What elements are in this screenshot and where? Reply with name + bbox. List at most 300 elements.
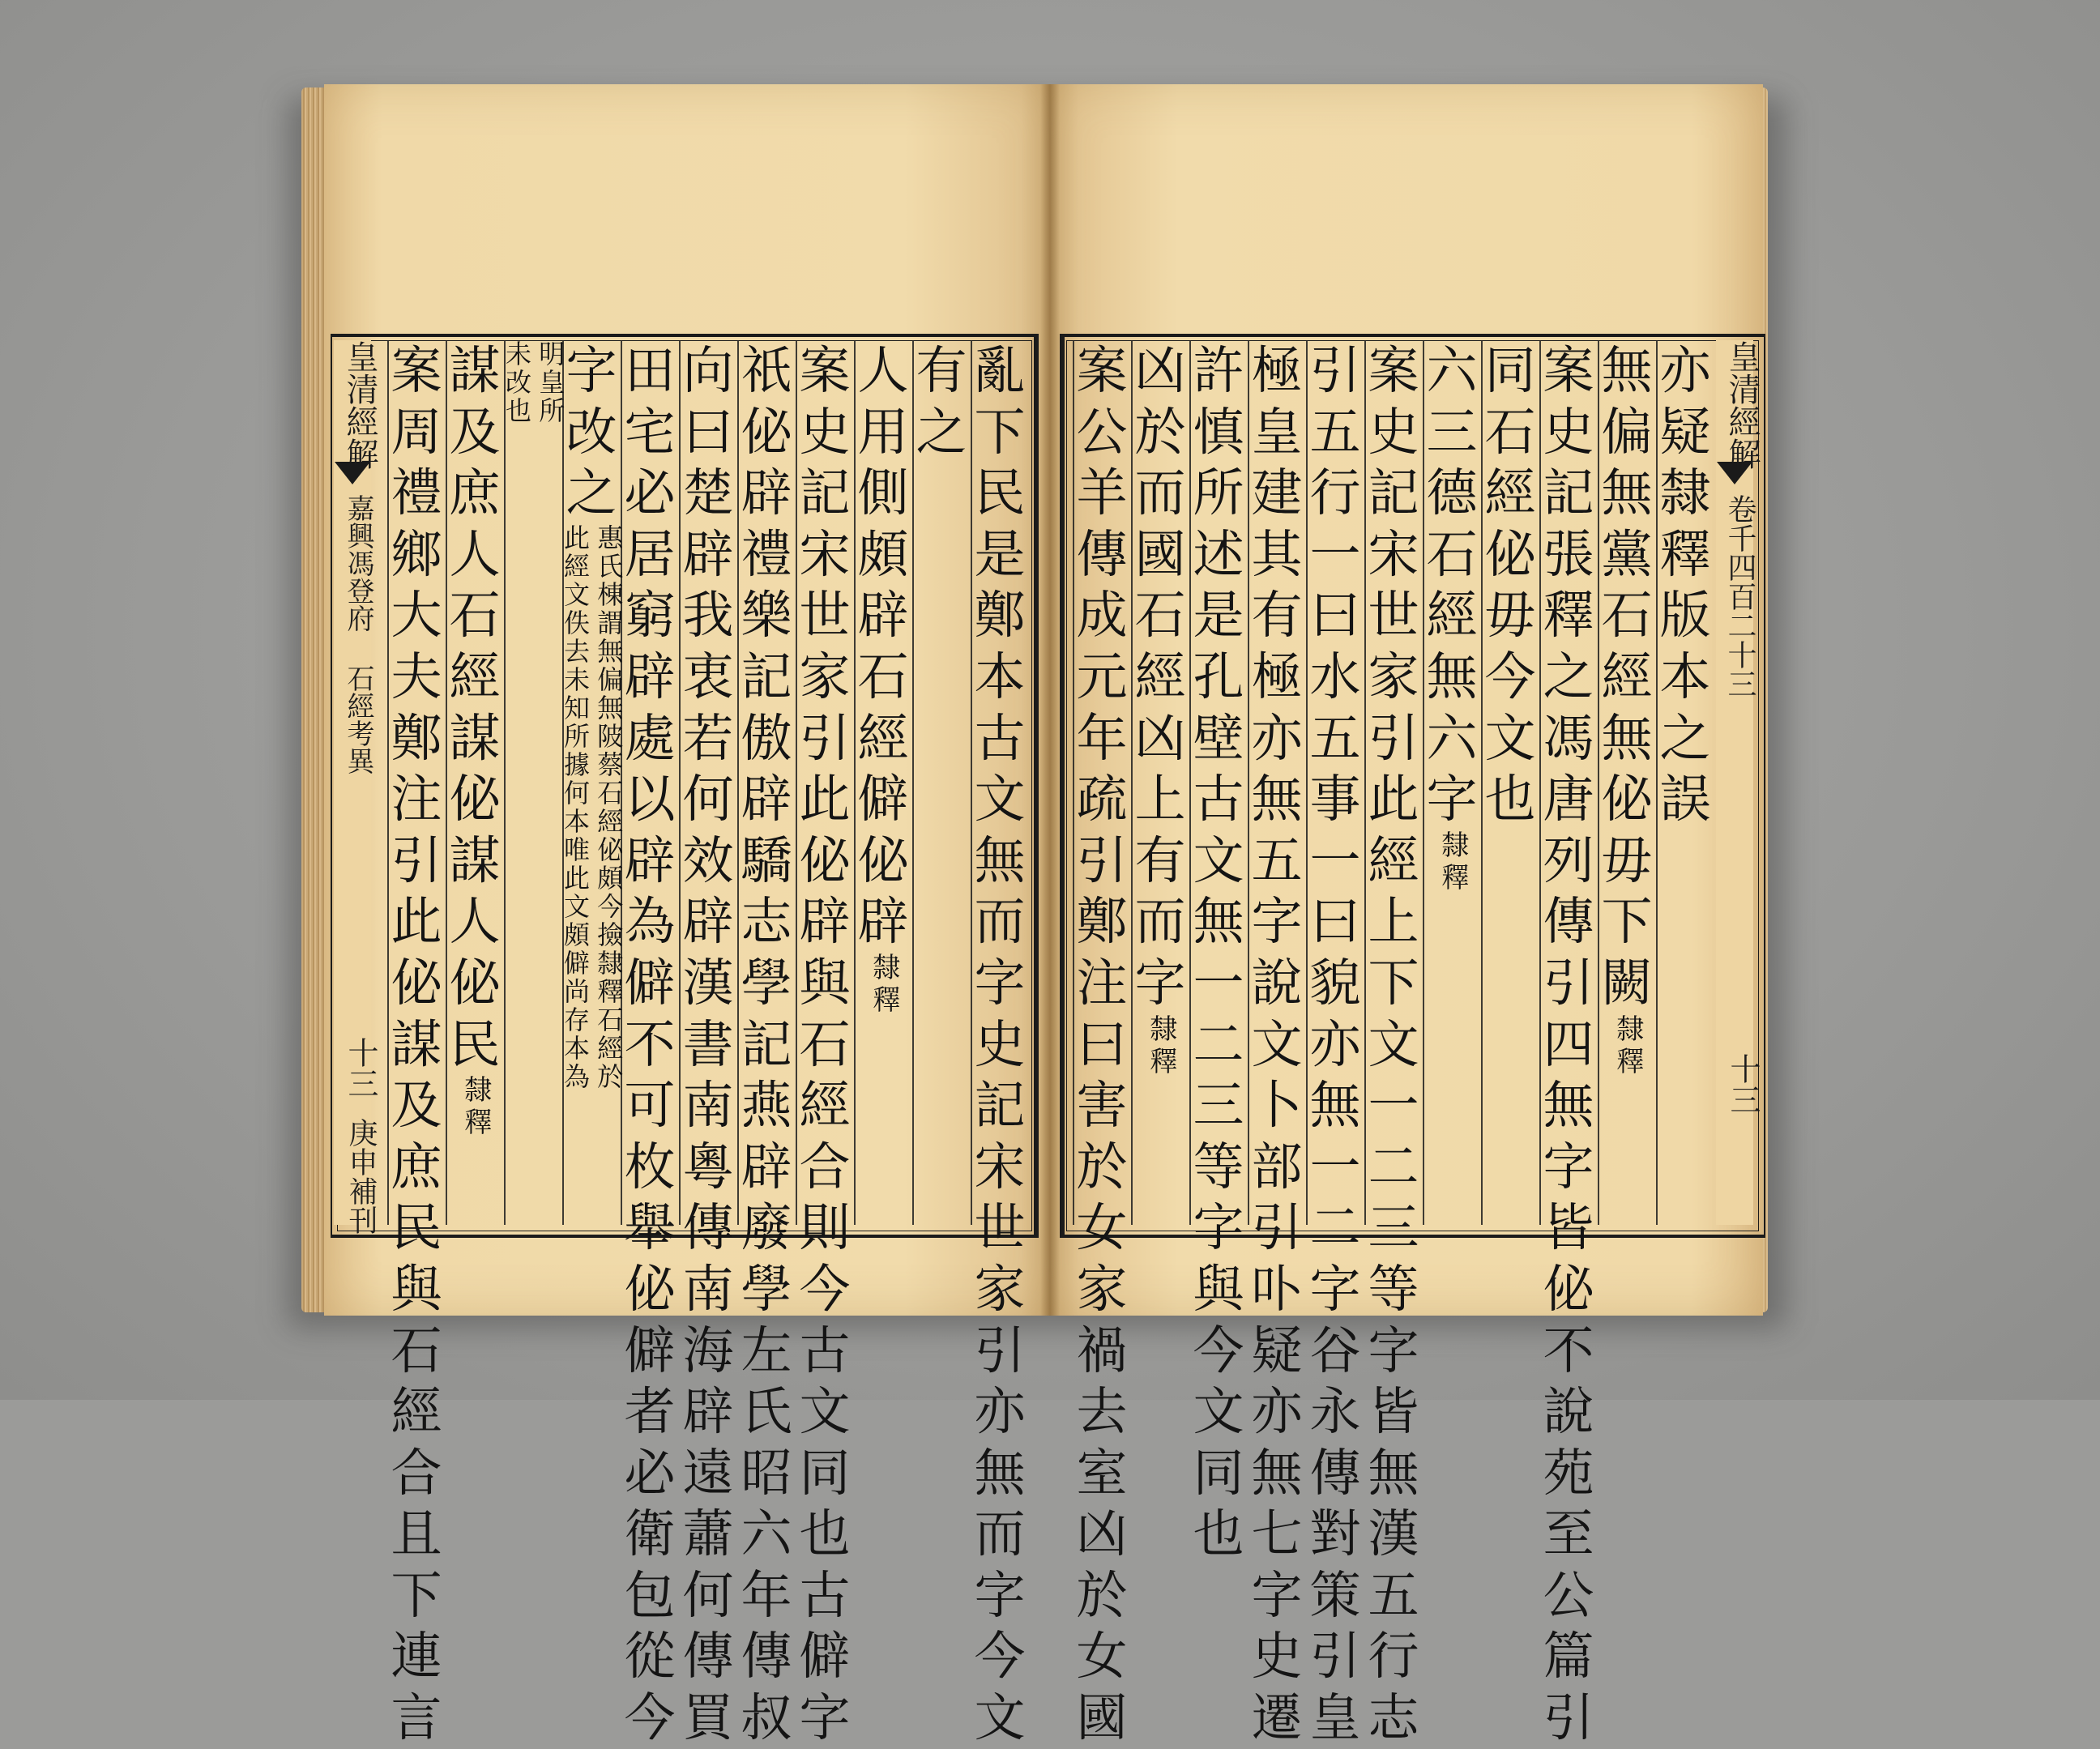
glyph: 及 [449, 402, 501, 462]
glyph: 今 [624, 1688, 676, 1748]
glyph: 之 [1543, 646, 1594, 706]
glyph: 一 [1368, 1076, 1419, 1136]
left-banxin [334, 340, 378, 1225]
glyph: 枚 [624, 1137, 676, 1197]
glyph: 引 [1543, 953, 1594, 1013]
glyph: 無 [1543, 1076, 1594, 1136]
glyph: 說 [1251, 953, 1303, 1013]
glyph: 效 [682, 830, 734, 890]
glyph: 害 [1076, 1076, 1128, 1136]
glyph: 上 [1134, 770, 1186, 830]
text-column [1541, 340, 1596, 1748]
glyph: 六 [1426, 341, 1478, 400]
glyph: 四 [1543, 1014, 1594, 1074]
text-column [1483, 340, 1538, 1225]
glyph: 行 [1368, 1627, 1419, 1687]
glyph: 一 [1309, 524, 1361, 584]
glyph: 謀 [449, 830, 501, 890]
glyph: 黨 [1601, 524, 1653, 584]
glyph: 案 [799, 341, 851, 400]
glyph: 同 [1484, 341, 1536, 400]
glyph: 左 [741, 1320, 792, 1380]
glyph: 則 [799, 1198, 851, 1258]
glyph: 人 [449, 892, 501, 952]
glyph: 其 [1251, 524, 1303, 584]
glyph: 僻 [624, 953, 676, 1013]
glyph: 辟 [857, 892, 909, 952]
glyph: 辟 [682, 892, 734, 952]
glyph: 是 [1193, 586, 1244, 646]
glyph: 佖 [449, 953, 501, 1013]
glyph: 字 [974, 1565, 1026, 1625]
glyph: 一 [1309, 1137, 1361, 1197]
glyph: 隸 [1659, 463, 1711, 523]
text-column [389, 340, 444, 1748]
glyph: 辟 [741, 1137, 792, 1197]
glyph: 建 [1251, 463, 1303, 523]
glyph: 與 [391, 1259, 442, 1319]
glyph: 下 [1368, 953, 1419, 1013]
glyph: 行 [1309, 463, 1361, 523]
glyph: 凶 [1076, 1504, 1128, 1564]
glyph: 之 [1659, 708, 1711, 768]
glyph: 僻 [799, 1627, 851, 1687]
glyph: 佖 [1484, 524, 1536, 584]
glyph: 傳 [741, 1627, 792, 1687]
glyph: 史 [799, 402, 851, 462]
glyph: 鄉 [391, 524, 442, 584]
book-gutter [1040, 84, 1060, 1316]
glyph: 辟 [682, 1382, 734, 1442]
glyph: 女 [1076, 1627, 1128, 1687]
glyph: 元 [1076, 646, 1128, 706]
glyph: 此 [799, 770, 851, 830]
glyph: 引 [1368, 708, 1419, 768]
glyph: 石 [391, 1320, 442, 1380]
glyph: 海 [682, 1320, 734, 1380]
glyph: 可 [624, 1076, 676, 1136]
glyph: 不 [1543, 1320, 1594, 1380]
banxin-folio: 十三 [343, 1037, 378, 1098]
glyph: 三 [1426, 402, 1478, 462]
text-column [1249, 340, 1304, 1748]
glyph: 記 [1368, 463, 1419, 523]
glyph: 無 [1601, 463, 1653, 523]
glyph: 篇 [1543, 1627, 1594, 1687]
glyph: 記 [799, 463, 851, 523]
double-line-note-line: 惠氏棟謂無偏無陂蔡石經佖頗今撿隸釋石經於 [593, 523, 625, 1091]
glyph: 處 [624, 708, 676, 768]
glyph: 宋 [1368, 524, 1419, 584]
glyph: 而 [1134, 892, 1186, 952]
glyph: 言 [391, 1688, 442, 1748]
glyph: 文 [1193, 830, 1244, 890]
banxin-folio-right: 十三 [1725, 1053, 1761, 1115]
glyph: 六 [741, 1504, 792, 1564]
glyph: 皇 [1251, 402, 1303, 462]
text-column [914, 340, 969, 1225]
glyph: 三 [1193, 1076, 1244, 1136]
glyph: 者 [624, 1382, 676, 1442]
glyph: 極 [1251, 341, 1303, 400]
glyph: 張 [1543, 524, 1594, 584]
glyph: 傳 [1309, 1443, 1361, 1503]
glyph: 部 [1251, 1137, 1303, 1197]
glyph: 佖 [799, 830, 851, 890]
glyph: 文 [1368, 1014, 1419, 1074]
double-line-note [502, 340, 564, 425]
glyph: 有 [1251, 586, 1303, 646]
glyph: 謀 [449, 708, 501, 768]
glyph: 民 [391, 1198, 442, 1258]
annotation-note: 隸釋 [1144, 1013, 1177, 1079]
text-column [622, 340, 677, 1748]
glyph: 家 [974, 1259, 1026, 1319]
glyph: 引 [1251, 1198, 1303, 1258]
glyph: 而 [974, 892, 1026, 952]
glyph: 凶 [1134, 341, 1186, 400]
glyph: 下 [974, 402, 1026, 462]
glyph: 包 [624, 1565, 676, 1625]
glyph: 傳 [1076, 524, 1128, 584]
glyph: 記 [741, 1014, 792, 1074]
glyph: 世 [799, 586, 851, 646]
glyph: 無 [1601, 708, 1653, 768]
glyph: 無 [1309, 1076, 1361, 1136]
glyph: 禮 [741, 524, 792, 584]
glyph: 氏 [741, 1382, 792, 1442]
glyph: 版 [1659, 586, 1711, 646]
glyph: 字 [1309, 1259, 1361, 1319]
text-column [447, 340, 502, 1225]
glyph: 引 [799, 708, 851, 768]
glyph: 史 [974, 1014, 1026, 1074]
glyph: 字 [1426, 770, 1478, 830]
double-line-note-line: 此經文佚去未知所據何本唯此文頗僻尚存本為 [560, 523, 591, 1091]
glyph: 禮 [391, 463, 442, 523]
glyph: 二 [1309, 1198, 1361, 1258]
glyph: 經 [1601, 646, 1653, 706]
glyph: 無 [1368, 1443, 1419, 1503]
glyph: 燕 [741, 1076, 792, 1136]
glyph: 室 [1076, 1443, 1128, 1503]
glyph: 皇 [1309, 1688, 1361, 1748]
glyph: 羊 [1076, 463, 1128, 523]
glyph: 曰 [682, 402, 734, 462]
glyph: 釋 [1659, 524, 1711, 584]
text-column [1191, 340, 1246, 1564]
glyph: 無 [1193, 892, 1244, 952]
glyph: 南 [682, 1259, 734, 1319]
glyph: 皆 [1368, 1382, 1419, 1442]
glyph: 佖 [624, 1259, 676, 1319]
glyph: 樂 [741, 586, 792, 646]
glyph: 七 [1251, 1504, 1303, 1564]
glyph: 亦 [1251, 1382, 1303, 1442]
text-column [1308, 340, 1363, 1748]
glyph: 古 [799, 1565, 851, 1625]
glyph: 辟 [799, 892, 851, 952]
glyph: 向 [682, 341, 734, 400]
glyph: 經 [1368, 830, 1419, 890]
glyph: 德 [1426, 463, 1478, 523]
glyph: 闕 [1601, 953, 1653, 1013]
glyph: 於 [1076, 1565, 1128, 1625]
glyph: 謀 [449, 341, 501, 400]
glyph: 謀 [391, 1014, 442, 1074]
glyph: 字 [1134, 953, 1186, 1013]
glyph: 案 [1543, 341, 1594, 400]
glyph: 石 [1484, 402, 1536, 462]
glyph: 馮 [1543, 708, 1594, 768]
glyph: 有 [916, 341, 967, 400]
glyph: 漢 [682, 953, 734, 1013]
glyph: 從 [624, 1627, 676, 1687]
glyph: 極 [1251, 646, 1303, 706]
glyph: 同 [799, 1443, 851, 1503]
double-line-note [560, 523, 625, 1091]
glyph: 石 [857, 646, 909, 706]
glyph: 也 [1484, 770, 1536, 830]
glyph: 鄭 [391, 708, 442, 768]
double-line-note-line: 明皇所 [535, 340, 566, 425]
glyph: 為 [624, 892, 676, 952]
glyph: 疑 [1659, 402, 1711, 462]
glyph: 上 [1368, 892, 1419, 952]
glyph: 無 [1251, 1443, 1303, 1503]
glyph: 舉 [624, 1198, 676, 1258]
glyph: 驕 [741, 830, 792, 890]
glyph: 女 [1076, 1198, 1128, 1258]
glyph: 皆 [1543, 1198, 1594, 1258]
glyph: 我 [682, 586, 734, 646]
glyph: 僻 [857, 770, 909, 830]
glyph: 貌 [1309, 953, 1361, 1013]
glyph: 文 [974, 1688, 1026, 1748]
glyph: 唐 [1543, 770, 1594, 830]
glyph: 及 [391, 1076, 442, 1136]
text-column [972, 340, 1027, 1748]
glyph: 漢 [1368, 1504, 1419, 1564]
glyph: 也 [1193, 1504, 1244, 1564]
glyph: 無 [974, 830, 1026, 890]
glyph: 於 [1134, 402, 1186, 462]
banxin-volume-right: 卷千四百二十三 [1723, 494, 1756, 698]
glyph: 書 [682, 1014, 734, 1074]
glyph: 文 [1193, 1382, 1244, 1442]
glyph: 記 [1543, 463, 1594, 523]
glyph: 遠 [682, 1443, 734, 1503]
glyph: 今 [1193, 1320, 1244, 1380]
banxin-book: 石經考異 [342, 664, 374, 774]
glyph: 經 [391, 1382, 442, 1442]
glyph: 遷 [1251, 1688, 1303, 1748]
glyph: 引 [974, 1320, 1026, 1380]
glyph: 之 [566, 463, 617, 523]
glyph: 疑 [1251, 1320, 1303, 1380]
glyph: 引 [1309, 341, 1361, 400]
glyph: 石 [799, 1014, 851, 1074]
glyph: 世 [974, 1198, 1026, 1258]
text-column [797, 340, 852, 1748]
text-column [560, 340, 625, 1225]
glyph: 必 [624, 1443, 676, 1503]
banxin-title-right: 皇清經解 [1723, 340, 1761, 470]
glyph: 毋 [1601, 830, 1653, 890]
glyph: 案 [1076, 341, 1128, 400]
glyph: 鄭 [974, 586, 1026, 646]
glyph: 對 [1309, 1504, 1361, 1564]
glyph: 二 [1193, 1014, 1244, 1074]
glyph: 誤 [1659, 770, 1711, 830]
glyph: 無 [974, 1443, 1026, 1503]
glyph: 何 [682, 1565, 734, 1625]
glyph: 史 [1368, 402, 1419, 462]
text-column [1599, 340, 1654, 1225]
glyph: 買 [682, 1688, 734, 1748]
glyph: 卟 [1251, 1259, 1303, 1319]
glyph: 志 [1368, 1688, 1419, 1748]
glyph: 字 [1251, 892, 1303, 952]
glyph: 世 [1368, 586, 1419, 646]
glyph: 曰 [1309, 586, 1361, 646]
glyph: 辟 [624, 646, 676, 706]
glyph: 而 [1134, 463, 1186, 523]
glyph: 辟 [741, 770, 792, 830]
glyph: 三 [1368, 1198, 1419, 1258]
glyph: 與 [799, 953, 851, 1013]
glyph: 而 [974, 1504, 1026, 1564]
glyph: 學 [741, 1259, 792, 1319]
glyph: 僻 [624, 1320, 676, 1380]
banxin-title: 皇清經解 [341, 340, 378, 470]
glyph: 引 [391, 830, 442, 890]
glyph: 亦 [1309, 1014, 1361, 1074]
glyph: 字 [1368, 1320, 1419, 1380]
glyph: 田 [624, 341, 676, 400]
glyph: 佖 [449, 770, 501, 830]
annotation-note: 隸釋 [459, 1075, 492, 1141]
glyph: 人 [449, 524, 501, 584]
glyph: 字 [1193, 1198, 1244, 1258]
glyph: 去 [1076, 1382, 1128, 1442]
glyph: 亦 [974, 1382, 1026, 1442]
glyph: 經 [1484, 463, 1536, 523]
glyph: 二 [1368, 1137, 1419, 1197]
glyph: 側 [857, 463, 909, 523]
glyph: 也 [799, 1504, 851, 1564]
text-column [1424, 340, 1479, 1225]
glyph: 石 [1601, 586, 1653, 646]
glyph: 無 [1601, 341, 1653, 400]
glyph: 石 [1134, 586, 1186, 646]
text-column [681, 340, 736, 1748]
glyph: 宋 [799, 524, 851, 584]
text-column [1074, 340, 1129, 1748]
glyph: 且 [391, 1504, 442, 1564]
right-banxin [1716, 340, 1761, 1225]
glyph: 一 [1193, 953, 1244, 1013]
glyph: 於 [1076, 1137, 1128, 1197]
text-column [856, 340, 911, 1225]
glyph: 記 [974, 1076, 1026, 1136]
text-column [1658, 340, 1713, 1225]
glyph: 經 [1426, 586, 1478, 646]
glyph: 案 [391, 341, 442, 400]
glyph: 衷 [682, 646, 734, 706]
glyph: 庶 [449, 463, 501, 523]
glyph: 字 [566, 341, 617, 400]
glyph: 古 [974, 708, 1026, 768]
glyph: 廢 [741, 1198, 792, 1258]
glyph: 宅 [624, 402, 676, 462]
double-line-note-line: 未改也 [502, 340, 532, 425]
glyph: 家 [1368, 646, 1419, 706]
glyph: 家 [1076, 1259, 1128, 1319]
glyph: 蕭 [682, 1504, 734, 1564]
glyph: 曰 [1309, 892, 1361, 952]
glyph: 孔 [1193, 646, 1244, 706]
glyph: 經 [1134, 646, 1186, 706]
glyph: 同 [1193, 1443, 1244, 1503]
glyph: 無 [1426, 646, 1478, 706]
glyph: 所 [1193, 463, 1244, 523]
glyph: 居 [624, 524, 676, 584]
glyph: 下 [391, 1565, 442, 1625]
glyph: 五 [1309, 708, 1361, 768]
glyph: 連 [391, 1627, 442, 1687]
glyph: 之 [916, 402, 967, 462]
glyph: 本 [974, 646, 1026, 706]
glyph: 古 [1193, 770, 1244, 830]
glyph: 辟 [857, 586, 909, 646]
glyph: 壁 [1193, 708, 1244, 768]
glyph: 頗 [857, 524, 909, 584]
glyph: 等 [1368, 1259, 1419, 1319]
glyph: 許 [1193, 341, 1244, 400]
text-column [502, 340, 566, 1225]
glyph: 佖 [1601, 770, 1653, 830]
glyph: 學 [741, 953, 792, 1013]
text-column [1133, 340, 1188, 1225]
glyph: 無 [1251, 770, 1303, 830]
glyph: 改 [566, 402, 617, 462]
glyph: 必 [624, 463, 676, 523]
glyph: 民 [449, 1014, 501, 1074]
text-column [1366, 340, 1421, 1748]
glyph: 經 [857, 708, 909, 768]
glyph: 是 [974, 524, 1026, 584]
glyph: 宋 [974, 1137, 1026, 1197]
glyph: 楚 [682, 463, 734, 523]
glyph: 衛 [624, 1504, 676, 1564]
glyph: 家 [799, 646, 851, 706]
glyph: 毋 [1484, 586, 1536, 646]
glyph: 民 [974, 463, 1026, 523]
glyph: 曰 [1076, 1014, 1128, 1074]
glyph: 文 [799, 1382, 851, 1442]
edition-note: 庚申補刊 [344, 1118, 378, 1235]
glyph: 年 [1076, 708, 1128, 768]
glyph: 至 [1543, 1504, 1594, 1564]
glyph: 南 [682, 1076, 734, 1136]
glyph: 注 [391, 770, 442, 830]
glyph: 夫 [391, 646, 442, 706]
glyph: 下 [1601, 892, 1653, 952]
glyph: 亦 [1251, 708, 1303, 768]
glyph: 述 [1193, 524, 1244, 584]
glyph: 今 [974, 1627, 1026, 1687]
